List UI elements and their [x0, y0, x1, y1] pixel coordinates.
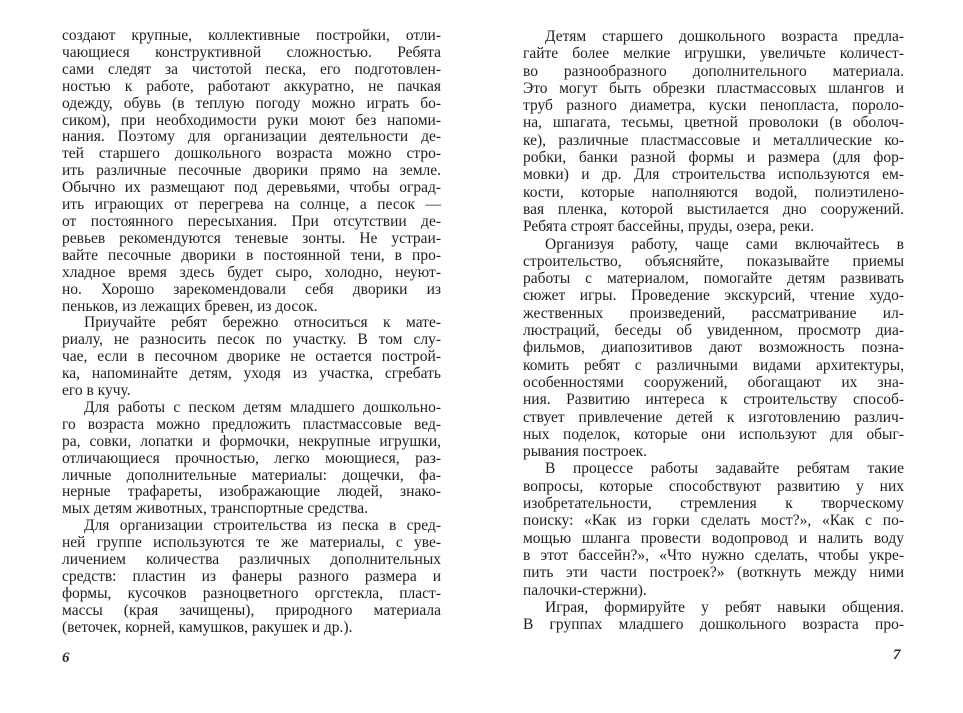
- text-line: ных поделок, которые они используют для обыг-: [523, 425, 904, 443]
- text-line: Играя, формируйте у ребят навыки общения.: [545, 598, 904, 616]
- text-line: нерные трафареты, изображающие людей, знако-: [62, 483, 441, 501]
- text-line: изобретательности, стремления к творческому: [523, 495, 904, 513]
- paragraph: [62, 518, 441, 636]
- text-line: личные дополнительные материалы: дощечки, фа-: [62, 466, 441, 484]
- text-line: но. Хорошо зарекомендовали себя дворики из: [62, 280, 441, 298]
- text-line: формы, кусочков разноцветного оргстекла, пласт-: [62, 584, 441, 602]
- text-line: пить эти части построек?» (воткнуть между ними: [523, 564, 904, 582]
- text-line: на, шпагата, тесьмы, цветной проволоки (в оболоч-: [523, 114, 904, 132]
- text-line: работы с материалом, помогайте детям развивать: [523, 270, 904, 288]
- text-line: В процессе работы задавайте ребятам такие: [545, 460, 904, 478]
- text-line: Приучайте ребят бережно относиться к мате-: [84, 314, 441, 332]
- text-line: создают крупные, коллективные постройки, отли-: [62, 27, 441, 44]
- text-line: го возраста можно предложить пластмассовые вед-: [62, 415, 441, 433]
- text-line: одежду, обувь (в теплую погоду можно играть бо-: [62, 94, 441, 112]
- text-line: Обычно их размещают под деревьями, чтобы оград-: [62, 179, 441, 197]
- text-line: ностью к работе, работают аккуратно, не пачкая: [62, 77, 441, 95]
- text-line: личением количества различных дополнительных: [62, 551, 441, 569]
- text-line: вопросы, которые способствуют развитию у них: [523, 477, 904, 495]
- text-line: вайте песочные дворики в постоянной тени, в про-: [62, 246, 441, 264]
- text-line: риалу, не разносить песок по участку. В том слу-: [62, 331, 441, 349]
- paragraph: [523, 28, 904, 236]
- paragraph: [523, 236, 904, 461]
- text-line: сиком), при необходимости руки моют без напоми-: [62, 111, 441, 129]
- text-line: ния. Развитию интереса к строительству способ-: [523, 391, 904, 409]
- text-line: особенностями сооружений, обогащают их зна-: [523, 373, 904, 391]
- text-line: ить играющих от перегрева на солнце, а песок —: [62, 196, 441, 214]
- text-line: ке), различные пластмассовые и металлические ко-: [523, 131, 904, 149]
- text-line: средств: пластин из фанеры разного размера и: [62, 568, 441, 585]
- text-line: Детям старшего дошкольного возраста предла-: [545, 28, 904, 45]
- text-line: палочки-стержни).: [523, 581, 647, 599]
- text-line: хладное время здесь будет сыро, холодно, неуют-: [62, 263, 441, 281]
- text-line: Для организации строительства из песка в сред-: [84, 517, 441, 535]
- text-line: ить различные песочные дворики прямо на земле.: [62, 162, 441, 180]
- text-line: труб разного диаметра, куски пенопласта, пороло-: [523, 97, 904, 115]
- paragraph: [62, 315, 441, 400]
- text-line: вая пленка, которой выстилается дно сооружений.: [523, 200, 904, 218]
- text-line: комить ребят с различными видами архитектуры,: [523, 356, 904, 374]
- text-line: люстраций, беседы об увиденном, просмотр диа-: [523, 322, 904, 340]
- text-line: Организуя работу, чаще сами включайтесь в: [545, 235, 904, 253]
- paragraph: [523, 460, 904, 598]
- text-line: от постоянного пересыхания. При отсутствии де-: [62, 212, 441, 230]
- text-line: Для работы с песком детям младшего дошкольно-: [84, 398, 441, 416]
- text-line: жественных произведений, рассматривание ил-: [523, 304, 904, 322]
- text-line: чае, если в песочном дворике не остается построй-: [62, 348, 441, 366]
- text-line: кости, которые наполняются водой, полиэтилено-: [523, 183, 904, 201]
- text-line: отличающиеся прочностью, легко моющиеся, раз-: [62, 449, 441, 467]
- text-line: Ребята строят бассейны, пруды, озера, реки.: [523, 218, 814, 236]
- text-line: ревьев рекомендуются теневые зонты. Не устраи-: [62, 229, 441, 247]
- text-line: чающиеся конструктивной сложностью. Ребята: [62, 43, 441, 61]
- text-line: робки, банки разной формы и размера (для фор-: [523, 149, 904, 167]
- text-line: В группах младшего дошкольного возраста про-: [523, 616, 904, 634]
- page-left: [62, 28, 441, 637]
- text-line: массы (края зачищены), природного материала: [62, 601, 441, 619]
- text-line: фильмов, диапозитивов дают возможность позна-: [523, 339, 904, 357]
- text-line: сами следят за чистотой песка, его подготовлен-: [62, 60, 441, 78]
- text-line: строительство, объясняйте, показывайте приемы: [523, 252, 904, 270]
- text-line: ствует привлечение детей к изготовлению различ-: [523, 408, 904, 426]
- text-line: гайте более мелкие игрушки, увеличьте количест-: [523, 45, 904, 63]
- text-line: Это могут быть обрезки пластмассовых шлангов и: [523, 79, 904, 97]
- text-line: во разнообразного дополнительного материала.: [523, 62, 904, 80]
- text-line: нания. Поэтому для организации деятельности де-: [62, 128, 441, 146]
- text-line: ка, напоминайте детям, уходя из участка, сгребать: [62, 365, 441, 383]
- text-line: поиску: «Как из горки сделать мост?», «Как с по-: [523, 512, 904, 530]
- text-line: мовки) и др. Для строительства используются ем-: [523, 166, 904, 184]
- text-line: мых детям животных, транспортные средства.: [62, 500, 369, 518]
- paragraph: [62, 400, 441, 518]
- page-number: 7: [893, 647, 901, 663]
- paragraph: [523, 599, 904, 634]
- text-line: мощью шланга провести водопровод и налить воду: [523, 529, 904, 547]
- text-line: рывания построек.: [523, 443, 647, 461]
- paragraph: [62, 28, 441, 315]
- text-line: ра, совки, лопатки и формочки, некрупные игрушки,: [62, 432, 441, 450]
- text-line: тей старшего дошкольного возраста можно стро-: [62, 145, 441, 163]
- page-number: 6: [62, 650, 70, 666]
- text-line: ней группе используются те же материалы, с уве-: [62, 534, 441, 552]
- text-line: (веточек, корней, камушков, ракушек и др.).: [62, 618, 353, 636]
- text-line: в этот бассейн?», «Что нужно сделать, чтобы укре-: [523, 546, 904, 564]
- text-line: сюжет игры. Проведение экскурсий, чтение худо-: [523, 287, 904, 305]
- text-line: пеньков, из лежащих бревен, из досок.: [62, 297, 318, 315]
- text-line: его в кучу.: [62, 382, 131, 400]
- page-right: [523, 28, 904, 633]
